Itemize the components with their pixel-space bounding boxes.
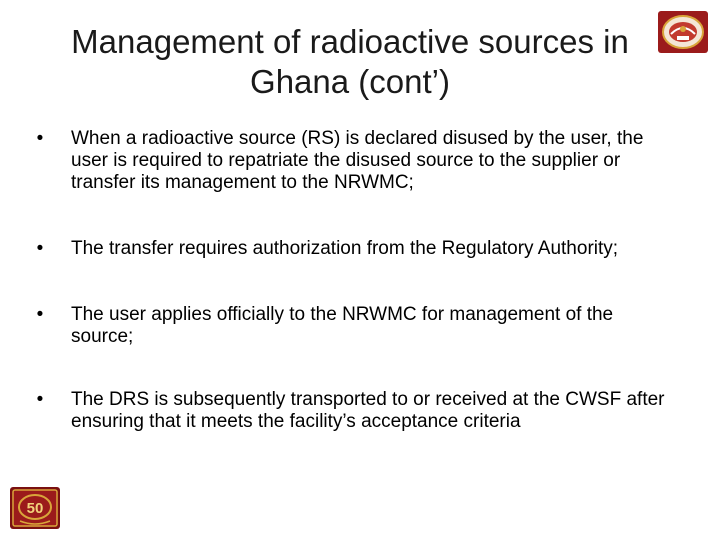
bullet-item [30, 389, 680, 433]
emblem-logo-icon [657, 10, 709, 54]
bullet-item [30, 238, 680, 260]
anniversary-50-logo-icon [10, 487, 60, 529]
bullet-item [30, 128, 680, 194]
bullet-text: The transfer requires authorization from the Regulatory Authority; [71, 238, 619, 259]
bullet-point-icon: • [36, 128, 44, 149]
bullet-text: The user applies officially to the NRWMC for management of the source; [71, 304, 614, 347]
slide-title-line-2: Ghana (cont’) [250, 63, 450, 100]
bullet-item [30, 304, 680, 348]
slide-title [30, 22, 670, 102]
bullet-list [30, 128, 680, 433]
bullet-point-icon: • [36, 304, 44, 325]
slide-title-line-1: Management of radioactive sources in [71, 23, 629, 60]
bullet-text: When a radioactive source (RS) is declared disused by the user, the user is required to repatriate the disused source to the supplier or transfer its management to the NRWMC; [71, 128, 644, 193]
bullet-point-icon: • [36, 389, 44, 410]
anniversary-50-text: 50 [26, 500, 44, 517]
bullet-text: The DRS is subsequently transported to or received at the CWSF after ensuring that it meets the facility’s acceptance criteria [71, 389, 665, 432]
bullet-point-icon: • [36, 238, 44, 259]
